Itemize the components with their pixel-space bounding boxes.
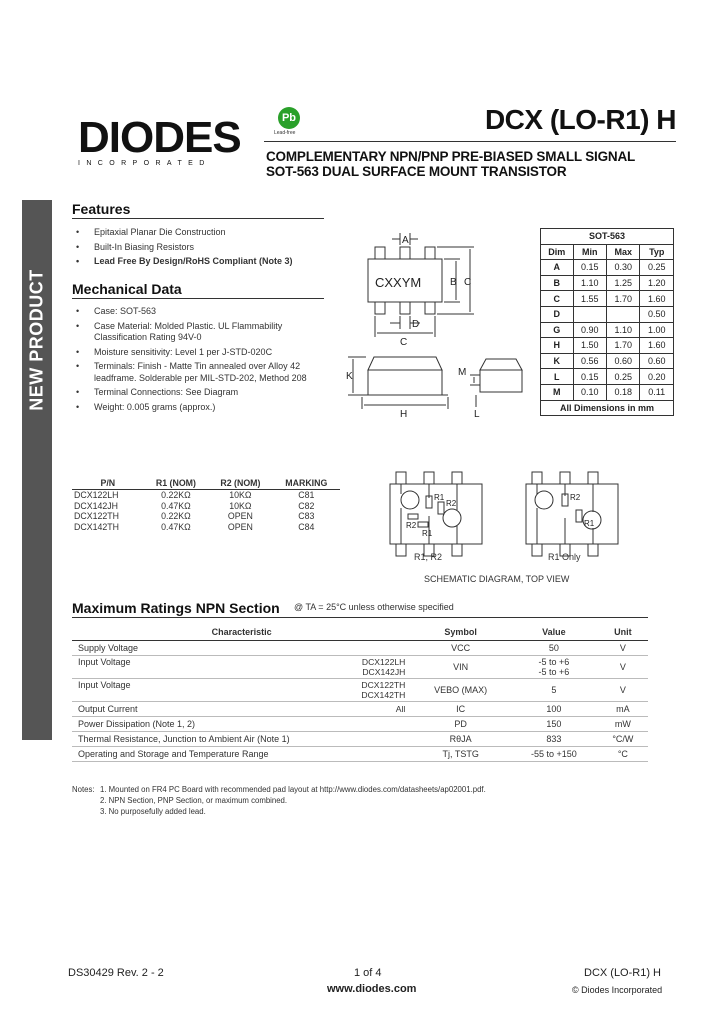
table-row: M 0.10 0.18 0.11 [541, 384, 674, 400]
dimensions-table [540, 228, 674, 416]
table-row: Input Voltage DCX122LH DCX142JH VIN -5 to +6 -5 to +6 V [72, 656, 648, 679]
table-row: G 0.90 1.10 1.00 [541, 322, 674, 338]
table-row: L 0.15 0.25 0.20 [541, 369, 674, 385]
dim-label-d: D [412, 319, 420, 330]
max-ratings-heading: Maximum Ratings NPN Section [72, 600, 280, 616]
lead-free-label: Lead-free [274, 130, 296, 136]
diodes-logo [78, 113, 248, 167]
dim-header: Typ [640, 244, 674, 260]
dim-label-c: C [464, 277, 472, 288]
dim-label-l: L [474, 409, 480, 420]
mechanical-list [74, 306, 330, 417]
notes-label: Notes: [72, 785, 95, 794]
max-header: Value [510, 624, 598, 641]
mechanical-item: • Moisture sensitivity: Level 1 per J-STD-020C [74, 347, 330, 358]
schematic-r2-label-lower: R2 [406, 521, 417, 530]
schematic-right-label: R1 Only [548, 552, 581, 562]
new-product-sidebar [22, 200, 52, 740]
mechanical-item: • Terminals: Finish - Matte Tin annealed over Alloy 42 leadframe. Solderable per MIL-STD-202, Method 208 [74, 361, 330, 383]
feature-item: • Built-In Biasing Resistors [74, 242, 324, 253]
mechanical-divider [72, 298, 324, 299]
max-header: Symbol [411, 624, 510, 641]
schematic-caption: SCHEMATIC DIAGRAM, TOP VIEW [424, 574, 570, 584]
feature-item: • Lead Free By Design/RoHS Compliant (Note 3) [74, 256, 324, 267]
table-row: B 1.10 1.25 1.20 [541, 275, 674, 291]
pn-header: R1 (NOM) [144, 477, 208, 490]
table-row: DCX142JH 0.47KΩ 10KΩ C82 [74, 500, 315, 511]
table-row: Operating and Storage and Temperature Range Tj, TSTG -55 to +150 °C [72, 747, 648, 762]
max-header: Characteristic [72, 624, 411, 641]
footer-doc-number: DS30429 Rev. 2 - 2 [68, 967, 164, 979]
lead-free-icon: Pb [278, 107, 300, 129]
dim-label-a: A [402, 235, 409, 246]
table-row: DCX142TH 0.47KΩ OPEN C84 [74, 521, 315, 532]
max-header: Unit [598, 624, 648, 641]
dimensions-footer: All Dimensions in mm [541, 400, 674, 416]
schematic-r1-label-lower: R1 [422, 529, 433, 538]
schematic-right-r1-label: R1 [584, 519, 595, 528]
note-item: 1. Mounted on FR4 PC Board with recommended pad layout at http://www.diodes.com/datasheets/ap02001.pdf. [100, 785, 486, 794]
mechanical-item: • Case Material: Molded Plastic. UL Flammability Classification Rating 94V-0 [74, 321, 330, 343]
max-ratings-condition: @ TA = 25°C unless otherwise specified [294, 602, 454, 612]
features-divider [72, 218, 324, 219]
table-row: Input Voltage DCX122TH DCX142TH VEBO (MAX) 5 V [72, 679, 648, 702]
mechanical-heading: Mechanical Data [72, 281, 182, 297]
part-number-table [72, 477, 340, 532]
note-item: 3. No purposefully added lead. [100, 807, 206, 817]
table-row: Thermal Resistance, Junction to Ambient Air (Note 1) RθJA 833 °C/W [72, 732, 648, 747]
max-ratings-divider [72, 617, 648, 618]
table-row: K 0.56 0.60 0.60 [541, 353, 674, 369]
table-row: H 1.50 1.70 1.60 [541, 338, 674, 354]
max-ratings-table [72, 624, 648, 762]
table-row: D 0.50 [541, 306, 674, 322]
table-row: A 0.15 0.30 0.25 [541, 260, 674, 276]
pn-header: P/N [72, 477, 144, 490]
footer-part-number: DCX (LO-R1) H [584, 967, 662, 979]
part-title: DCX (LO-R1) H [484, 104, 676, 135]
mechanical-item: • Weight: 0.005 grams (approx.) [74, 402, 330, 413]
logo-subtitle: INCORPORATED [78, 160, 211, 167]
schematic-r1-label: R1 [434, 493, 445, 502]
dim-header: Dim [541, 244, 574, 260]
notes-block [72, 784, 486, 818]
package-marking: CXXYM [375, 275, 422, 290]
table-row: DCX122TH 0.22KΩ OPEN C83 [74, 511, 315, 521]
schematic-r2-label: R2 [446, 499, 457, 508]
table-row: Supply Voltage VCC 50 V [72, 641, 648, 656]
table-row: Power Dissipation (Note 1, 2) PD 150 mW [72, 717, 648, 732]
pn-header: MARKING [273, 477, 340, 490]
mechanical-item: • Case: SOT-563 [74, 306, 330, 317]
dim-label-m: M [458, 367, 467, 378]
table-row: DCX122LH 0.22KΩ 10KΩ C81 [74, 490, 315, 500]
note-item: 2. NPN Section, PNP Section, or maximum combined. [100, 796, 288, 806]
dim-header: Min [573, 244, 606, 260]
features-list [74, 227, 324, 271]
subtitle-line-1: COMPLEMENTARY NPN/PNP PRE-BIASED SMALL SIGNAL [266, 149, 636, 164]
title-divider [264, 141, 676, 142]
sidebar-label: NEW PRODUCT [26, 269, 47, 411]
dimensions-title: SOT-563 [541, 229, 674, 245]
subtitle-line-2: SOT-563 DUAL SURFACE MOUNT TRANSISTOR [266, 164, 567, 179]
footer-url[interactable]: www.diodes.com [327, 983, 417, 995]
schematic-left-label: R1, R2 [414, 552, 443, 562]
package-outline-drawing [340, 225, 540, 420]
features-heading: Features [72, 201, 131, 217]
dim-label-k: K [346, 371, 353, 382]
pn-header: R2 (NOM) [208, 477, 272, 490]
dim-label-c-bottom: C [400, 337, 408, 348]
logo-wordmark: DIODES [78, 113, 241, 162]
table-row: C 1.55 1.70 1.60 [541, 291, 674, 307]
dim-header: Max [607, 244, 640, 260]
table-row: Output Current All IC 100 mA [72, 702, 648, 717]
footer-copyright: © Diodes Incorporated [572, 985, 663, 995]
schematic-right-r2-label: R2 [570, 493, 581, 502]
feature-item: • Epitaxial Planar Die Construction [74, 227, 324, 238]
dim-label-h: H [400, 409, 408, 420]
dim-label-b: B [450, 277, 457, 288]
mechanical-item: • Terminal Connections: See Diagram [74, 387, 330, 398]
footer-page-number: 1 of 4 [354, 967, 382, 979]
